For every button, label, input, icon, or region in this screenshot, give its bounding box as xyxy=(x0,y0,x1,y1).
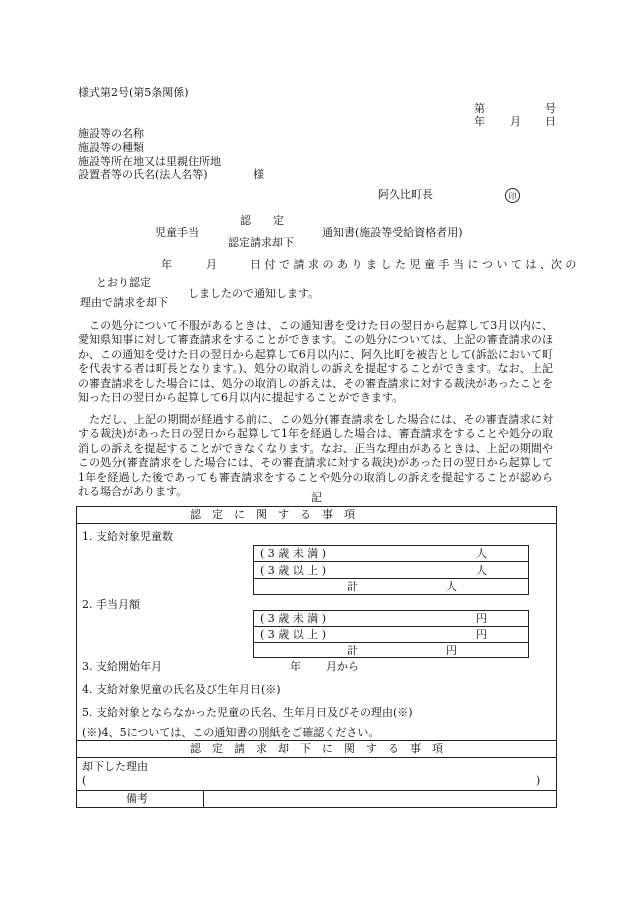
issuer-name: 阿久比町長 xyxy=(378,188,433,201)
title-prefix: 児童手当 xyxy=(155,226,199,239)
amount-total-label: 計 xyxy=(347,644,358,657)
count-unit: 人 xyxy=(476,564,487,577)
date-day: 日 xyxy=(545,115,556,128)
facility-type-label: 施設等の種類 xyxy=(78,141,144,154)
item2-label: 2. 手当月額 xyxy=(82,598,140,611)
item5-label: 5. 支給対象とならなかった児童の氏名、生年月日及びその理由(※) xyxy=(82,706,413,719)
notice-paragraph-1: この処分について不服があるときは、この通知書を受けた日の翌日から起算して3月以内に、愛知県知事に対して審査請求をすることができます。この処分については、上記の審査請求のほか、この通知を受けた日の翌日から起算して6月以内に、阿久比町を被告として(訴訟において町を代表する者は町長となります。)、処分の取消しの訴えを提起することができます。なお、上記の審査請求をした場合には、処分の取消しの訴えは、その審査請求に対する裁決があったことを知った日の翌日から起算して6月以内に提起することができます。 xyxy=(78,319,553,405)
start-month: 月から xyxy=(326,660,359,673)
divider xyxy=(203,790,204,808)
count-over3-label: ( 3 歳 以 上 ) xyxy=(260,564,327,577)
approval-header: 認 定 に 関 す る 事 項 xyxy=(190,508,355,521)
item3-label: 3. 支給開始年月 xyxy=(82,660,162,673)
divider xyxy=(253,578,529,579)
doc-number-gou: 号 xyxy=(545,102,556,115)
divider xyxy=(253,626,529,627)
rejection-header: 認 定 請 求 却 下 に 関 す る 事 項 xyxy=(190,742,443,755)
form-number: 様式第2号(第5条関係) xyxy=(78,86,189,99)
start-year: 年 xyxy=(290,660,301,673)
doc-number-dai: 第 xyxy=(474,102,485,115)
divider xyxy=(253,561,529,562)
count-unit: 人 xyxy=(446,580,457,593)
intro-option-reject: 理由で請求を却下 xyxy=(80,296,168,309)
divider xyxy=(76,757,557,758)
date-month: 月 xyxy=(510,115,521,128)
reason-paren-open: ( xyxy=(82,774,87,787)
founder-name-label: 設置者等の氏名(法人名等) xyxy=(78,168,208,181)
honorific: 様 xyxy=(253,168,264,181)
title-option-reject: 認定請求却下 xyxy=(228,236,294,249)
divider xyxy=(76,790,557,791)
intro-year: 年 xyxy=(161,258,172,271)
title-option-approve: 認 定 xyxy=(240,214,284,227)
item1-label: 1. 支給対象児童数 xyxy=(82,530,173,543)
date-year: 年 xyxy=(474,115,485,128)
count-unit: 人 xyxy=(476,547,487,560)
footnote: (※)4、5については、この通知書の別紙をご確認ください。 xyxy=(82,726,380,739)
intro-line-end: しましたので通知します。 xyxy=(188,287,320,300)
amount-unit: 円 xyxy=(476,612,487,625)
notice-paragraph-2: ただし、上記の期間が経過する前に、この処分(審査請求をした場合には、その審査請求に対する裁決)があった日の翌日から起算して1年を経過した場合は、審査請求をすることや処分の取消しの訴えを提起することができなくなります。なお、正当な理由があるときは、上記の期間やこの処分(審査請求をした場合には、その審査請求に対する裁決)があった日の翌日から起算して1年を経過した後であっても審査請求をすることや処分の取消しの訴えを提起することが認められる場合があります。 xyxy=(78,413,553,499)
remarks-label: 備考 xyxy=(126,792,148,805)
facility-address-label: 施設等所在地又は里親住所地 xyxy=(78,155,221,168)
item4-label: 4. 支給対象児童の氏名及び生年月日(※) xyxy=(82,683,281,696)
count-under3-label: ( 3 歳 未 満 ) xyxy=(260,547,327,560)
intro-option-approve: とおり認定 xyxy=(96,276,151,289)
amount-unit: 円 xyxy=(476,628,487,641)
amount-under3-label: ( 3 歳 未 満 ) xyxy=(260,612,327,625)
count-total-label: 計 xyxy=(347,580,358,593)
divider xyxy=(76,523,557,524)
amount-unit: 円 xyxy=(446,644,457,657)
divider xyxy=(253,642,529,643)
official-seal: 印 xyxy=(505,188,520,203)
divider xyxy=(76,740,557,741)
intro-line1: 日 付 で 請 求 の あ り ま し た 児 童 手 当 に つ い て は 、次 の xyxy=(250,258,577,271)
reason-paren-close: ) xyxy=(536,774,541,787)
reject-reason-label: 却下した理由 xyxy=(82,760,148,773)
amount-over3-label: ( 3 歳 以 上 ) xyxy=(260,628,327,641)
facility-name-label: 施設等の名称 xyxy=(78,127,144,140)
intro-month: 月 xyxy=(206,258,217,271)
ki-label: 記 xyxy=(311,491,322,504)
title-suffix: 通知書(施設等受給資格者用) xyxy=(322,226,463,239)
